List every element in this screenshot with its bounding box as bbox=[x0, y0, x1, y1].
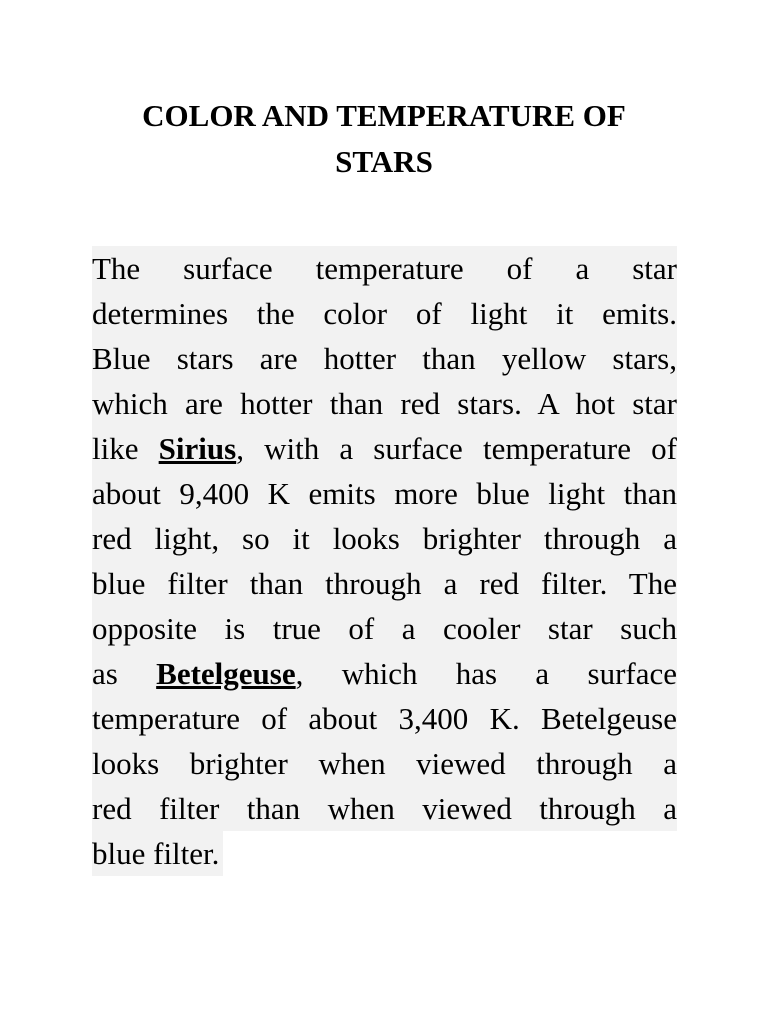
text-line: which are hotter than red stars. A hot star bbox=[92, 381, 677, 426]
text-line: red light, so it looks brighter through a bbox=[92, 516, 677, 561]
text-fragment: , which has a surface bbox=[295, 656, 677, 691]
text-line: The surface temperature of a star bbox=[92, 246, 677, 291]
text-line: blue filter. bbox=[92, 831, 223, 876]
text-fragment: like bbox=[92, 431, 159, 466]
star-name-betelgeuse: Betelgeuse bbox=[156, 656, 296, 691]
text-line: red filter than when viewed through a bbox=[92, 786, 677, 831]
text-line: determines the color of light it emits. bbox=[92, 291, 677, 336]
text-line: blue filter than through a red filter. The bbox=[92, 561, 677, 606]
page-title bbox=[92, 93, 676, 185]
text-line: about 9,400 K emits more blue light than bbox=[92, 471, 677, 516]
text-line-betelgeuse bbox=[92, 651, 677, 696]
text-fragment: as bbox=[92, 656, 157, 691]
body-paragraph bbox=[92, 246, 677, 888]
title-line-2: STARS bbox=[335, 144, 433, 179]
text-fragment: , with a surface temperature of bbox=[236, 431, 677, 466]
text-line: looks brighter when viewed through a bbox=[92, 741, 677, 786]
text-line: opposite is true of a cooler star such bbox=[92, 606, 677, 651]
star-name-sirius: Sirius bbox=[158, 431, 237, 466]
title-line-1: COLOR AND TEMPERATURE OF bbox=[142, 98, 626, 133]
text-line: temperature of about 3,400 K. Betelgeuse bbox=[92, 696, 677, 741]
text-line-sirius bbox=[92, 426, 677, 471]
text-line: Blue stars are hotter than yellow stars, bbox=[92, 336, 677, 381]
